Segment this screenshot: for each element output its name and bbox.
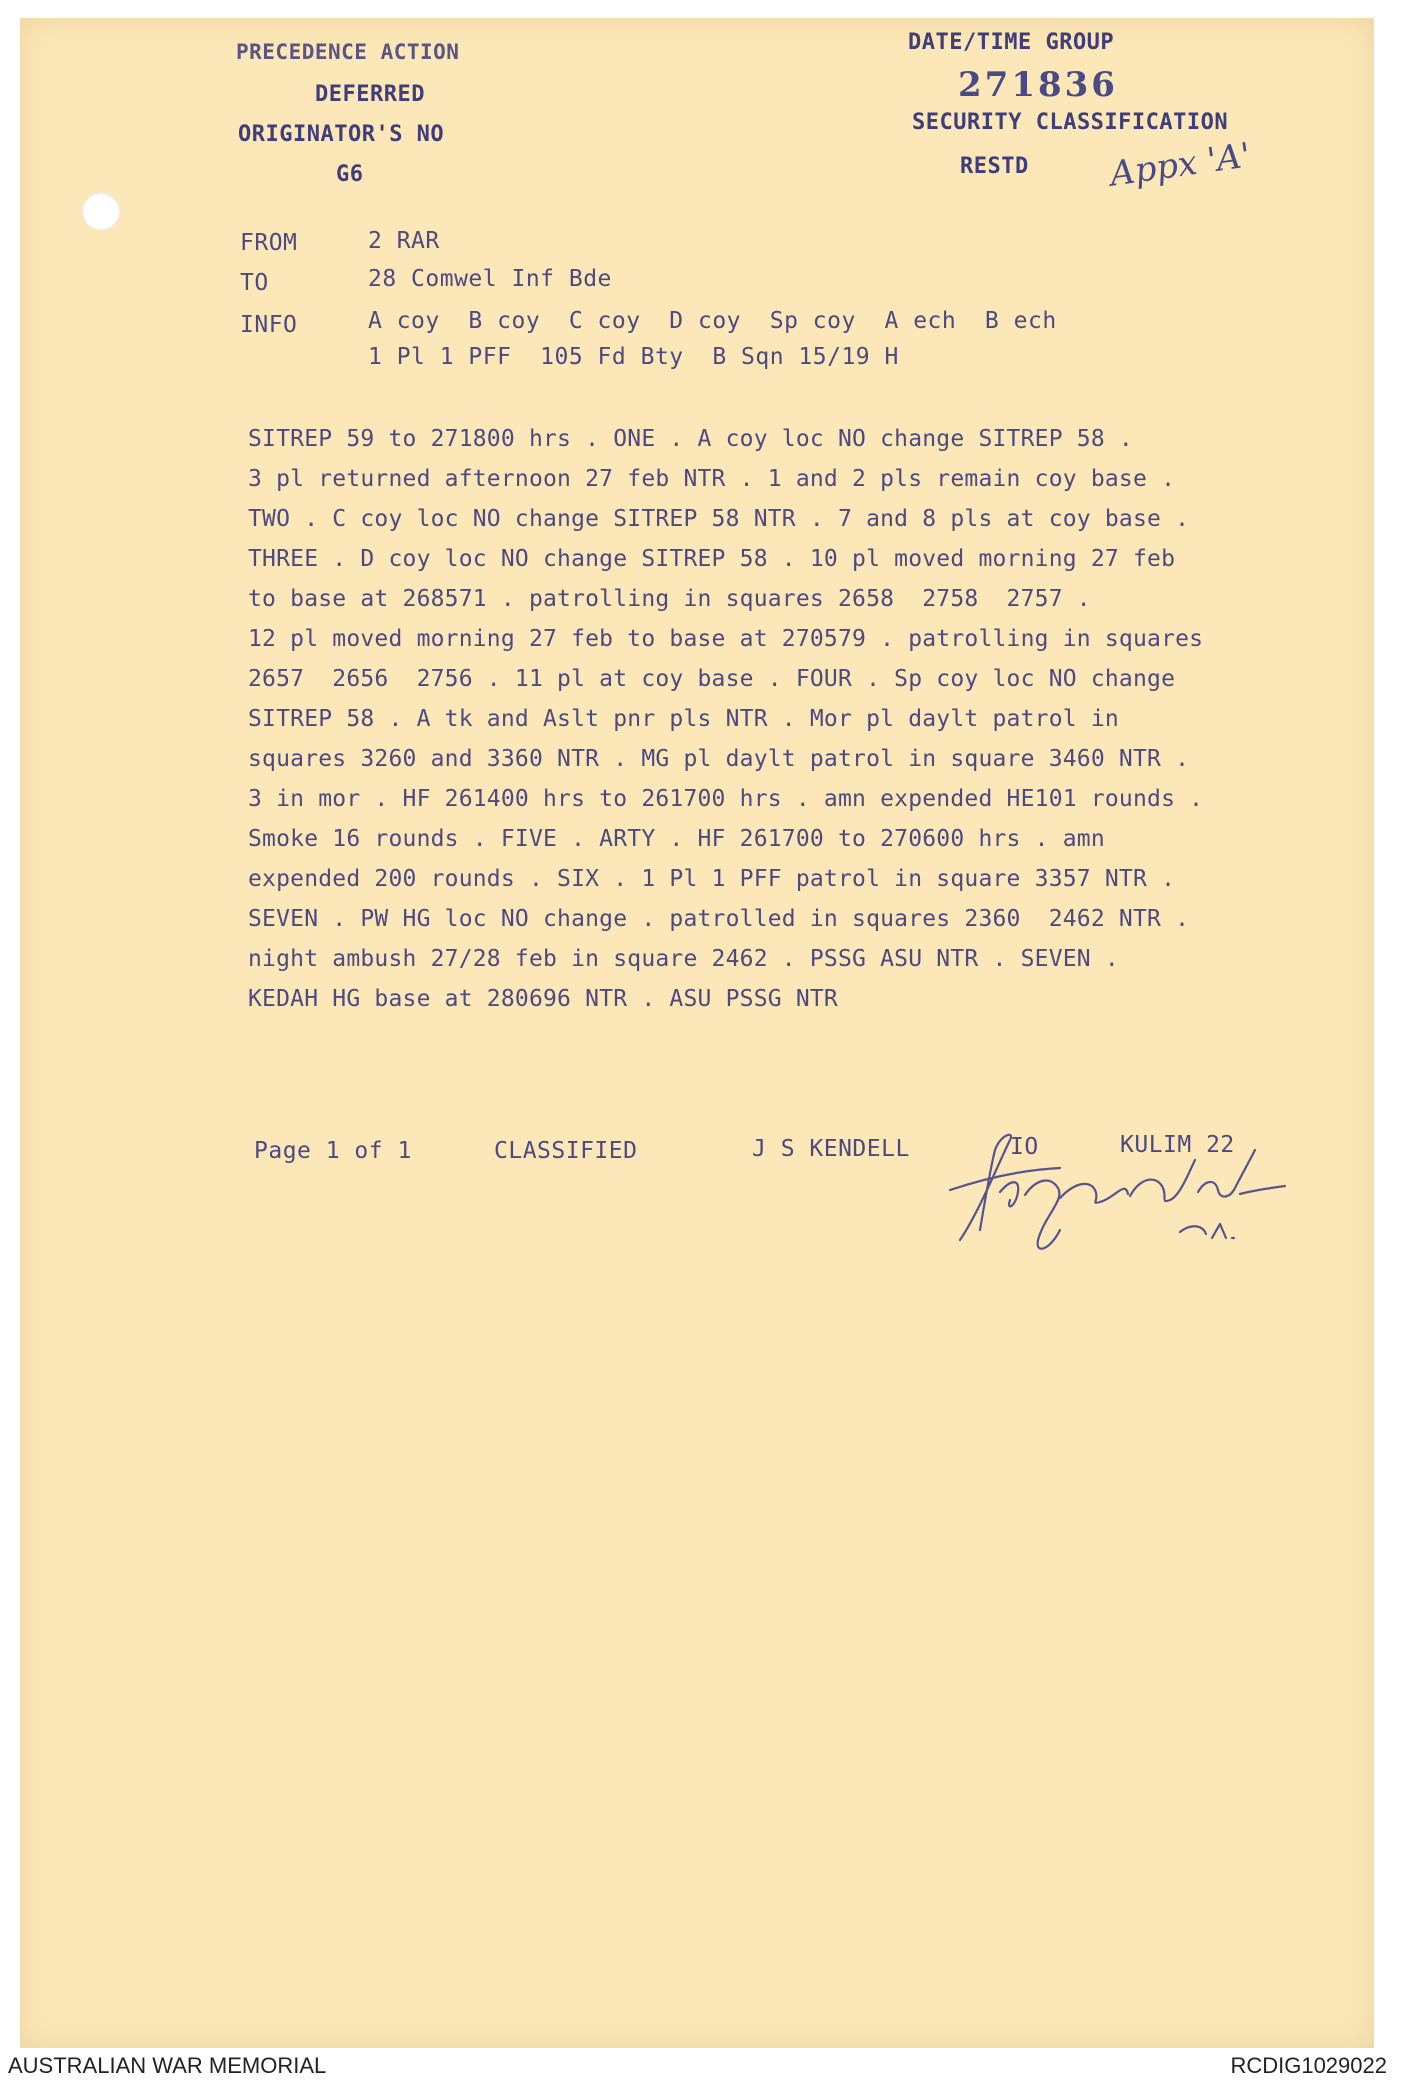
originator-label: ORIGINATOR'S NO xyxy=(238,122,445,147)
precedence-label: PRECEDENCE ACTION xyxy=(236,40,460,64)
body-line-8: SITREP 58 . A tk and Aslt pnr pls NTR . Mor pl daylt patrol in xyxy=(248,706,1119,732)
appendix-annotation: Appx 'A' xyxy=(1107,135,1254,195)
from-value: 2 RAR xyxy=(368,228,440,254)
body-line-5: to base at 268571 . patrolling in squares 2658 2758 2757 . xyxy=(248,586,1091,612)
originator-value: G6 xyxy=(336,162,364,187)
originating-location: KULIM 22 xyxy=(1120,1132,1235,1158)
body-line-13: SEVEN . PW HG loc NO change . patrolled in squares 2360 2462 NTR . xyxy=(248,906,1190,932)
security-label: SECURITY CLASSIFICATION xyxy=(912,110,1229,135)
body-line-1: SITREP 59 to 271800 hrs . ONE . A coy loc NO change SITREP 58 . xyxy=(248,426,1133,452)
body-line-3: TWO . C coy loc NO change SITREP 58 NTR . 7 and 8 pls at coy base . xyxy=(248,506,1190,532)
dtg-value: 271836 xyxy=(958,65,1118,105)
archive-reference: RCDIG1029022 xyxy=(1230,2053,1387,2078)
dtg-label: DATE/TIME GROUP xyxy=(908,30,1115,55)
signatory-name: J S KENDELL xyxy=(752,1136,910,1162)
to-label: TO xyxy=(240,270,269,296)
body-line-12: expended 200 rounds . SIX . 1 Pl 1 PFF patrol in square 3357 NTR . xyxy=(248,866,1176,892)
security-value: RESTD xyxy=(960,154,1029,179)
info-line-1: A coy B coy C coy D coy Sp coy A ech B ech xyxy=(368,308,1057,334)
body-line-15: KEDAH HG base at 280696 NTR . ASU PSSG NTR xyxy=(248,986,838,1012)
from-label: FROM xyxy=(240,230,298,256)
body-line-11: Smoke 16 rounds . FIVE . ARTY . HF 261700 to 270600 hrs . amn xyxy=(248,826,1105,852)
handwritten-signature xyxy=(940,1120,1300,1270)
body-line-9: squares 3260 and 3360 NTR . MG pl daylt patrol in square 3460 NTR . xyxy=(248,746,1190,772)
body-line-4: THREE . D coy loc NO change SITREP 58 . 10 pl moved morning 27 feb xyxy=(248,546,1176,572)
body-line-7: 2657 2656 2756 . 11 pl at coy base . FOUR . Sp coy loc NO change xyxy=(248,666,1176,692)
page-indicator: Page 1 of 1 xyxy=(254,1138,412,1164)
punch-hole xyxy=(82,192,120,230)
archive-institution: AUSTRALIAN WAR MEMORIAL xyxy=(8,2053,327,2078)
info-label: INFO xyxy=(240,312,298,338)
body-line-14: night ambush 27/28 feb in square 2462 . PSSG ASU NTR . SEVEN . xyxy=(248,946,1119,972)
body-line-2: 3 pl returned afternoon 27 feb NTR . 1 and 2 pls remain coy base . xyxy=(248,466,1176,492)
signatory-appointment: IO xyxy=(1010,1134,1039,1160)
body-line-6: 12 pl moved morning 27 feb to base at 270579 . patrolling in squares xyxy=(248,626,1204,652)
precedence-value: DEFERRED xyxy=(315,82,425,107)
classified-label: CLASSIFIED xyxy=(494,1138,638,1164)
info-line-2: 1 Pl 1 PFF 105 Fd Bty B Sqn 15/19 H xyxy=(368,344,899,370)
body-line-10: 3 in mor . HF 261400 hrs to 261700 hrs . amn expended HE101 rounds . xyxy=(248,786,1204,812)
to-value: 28 Comwel Inf Bde xyxy=(368,266,612,292)
